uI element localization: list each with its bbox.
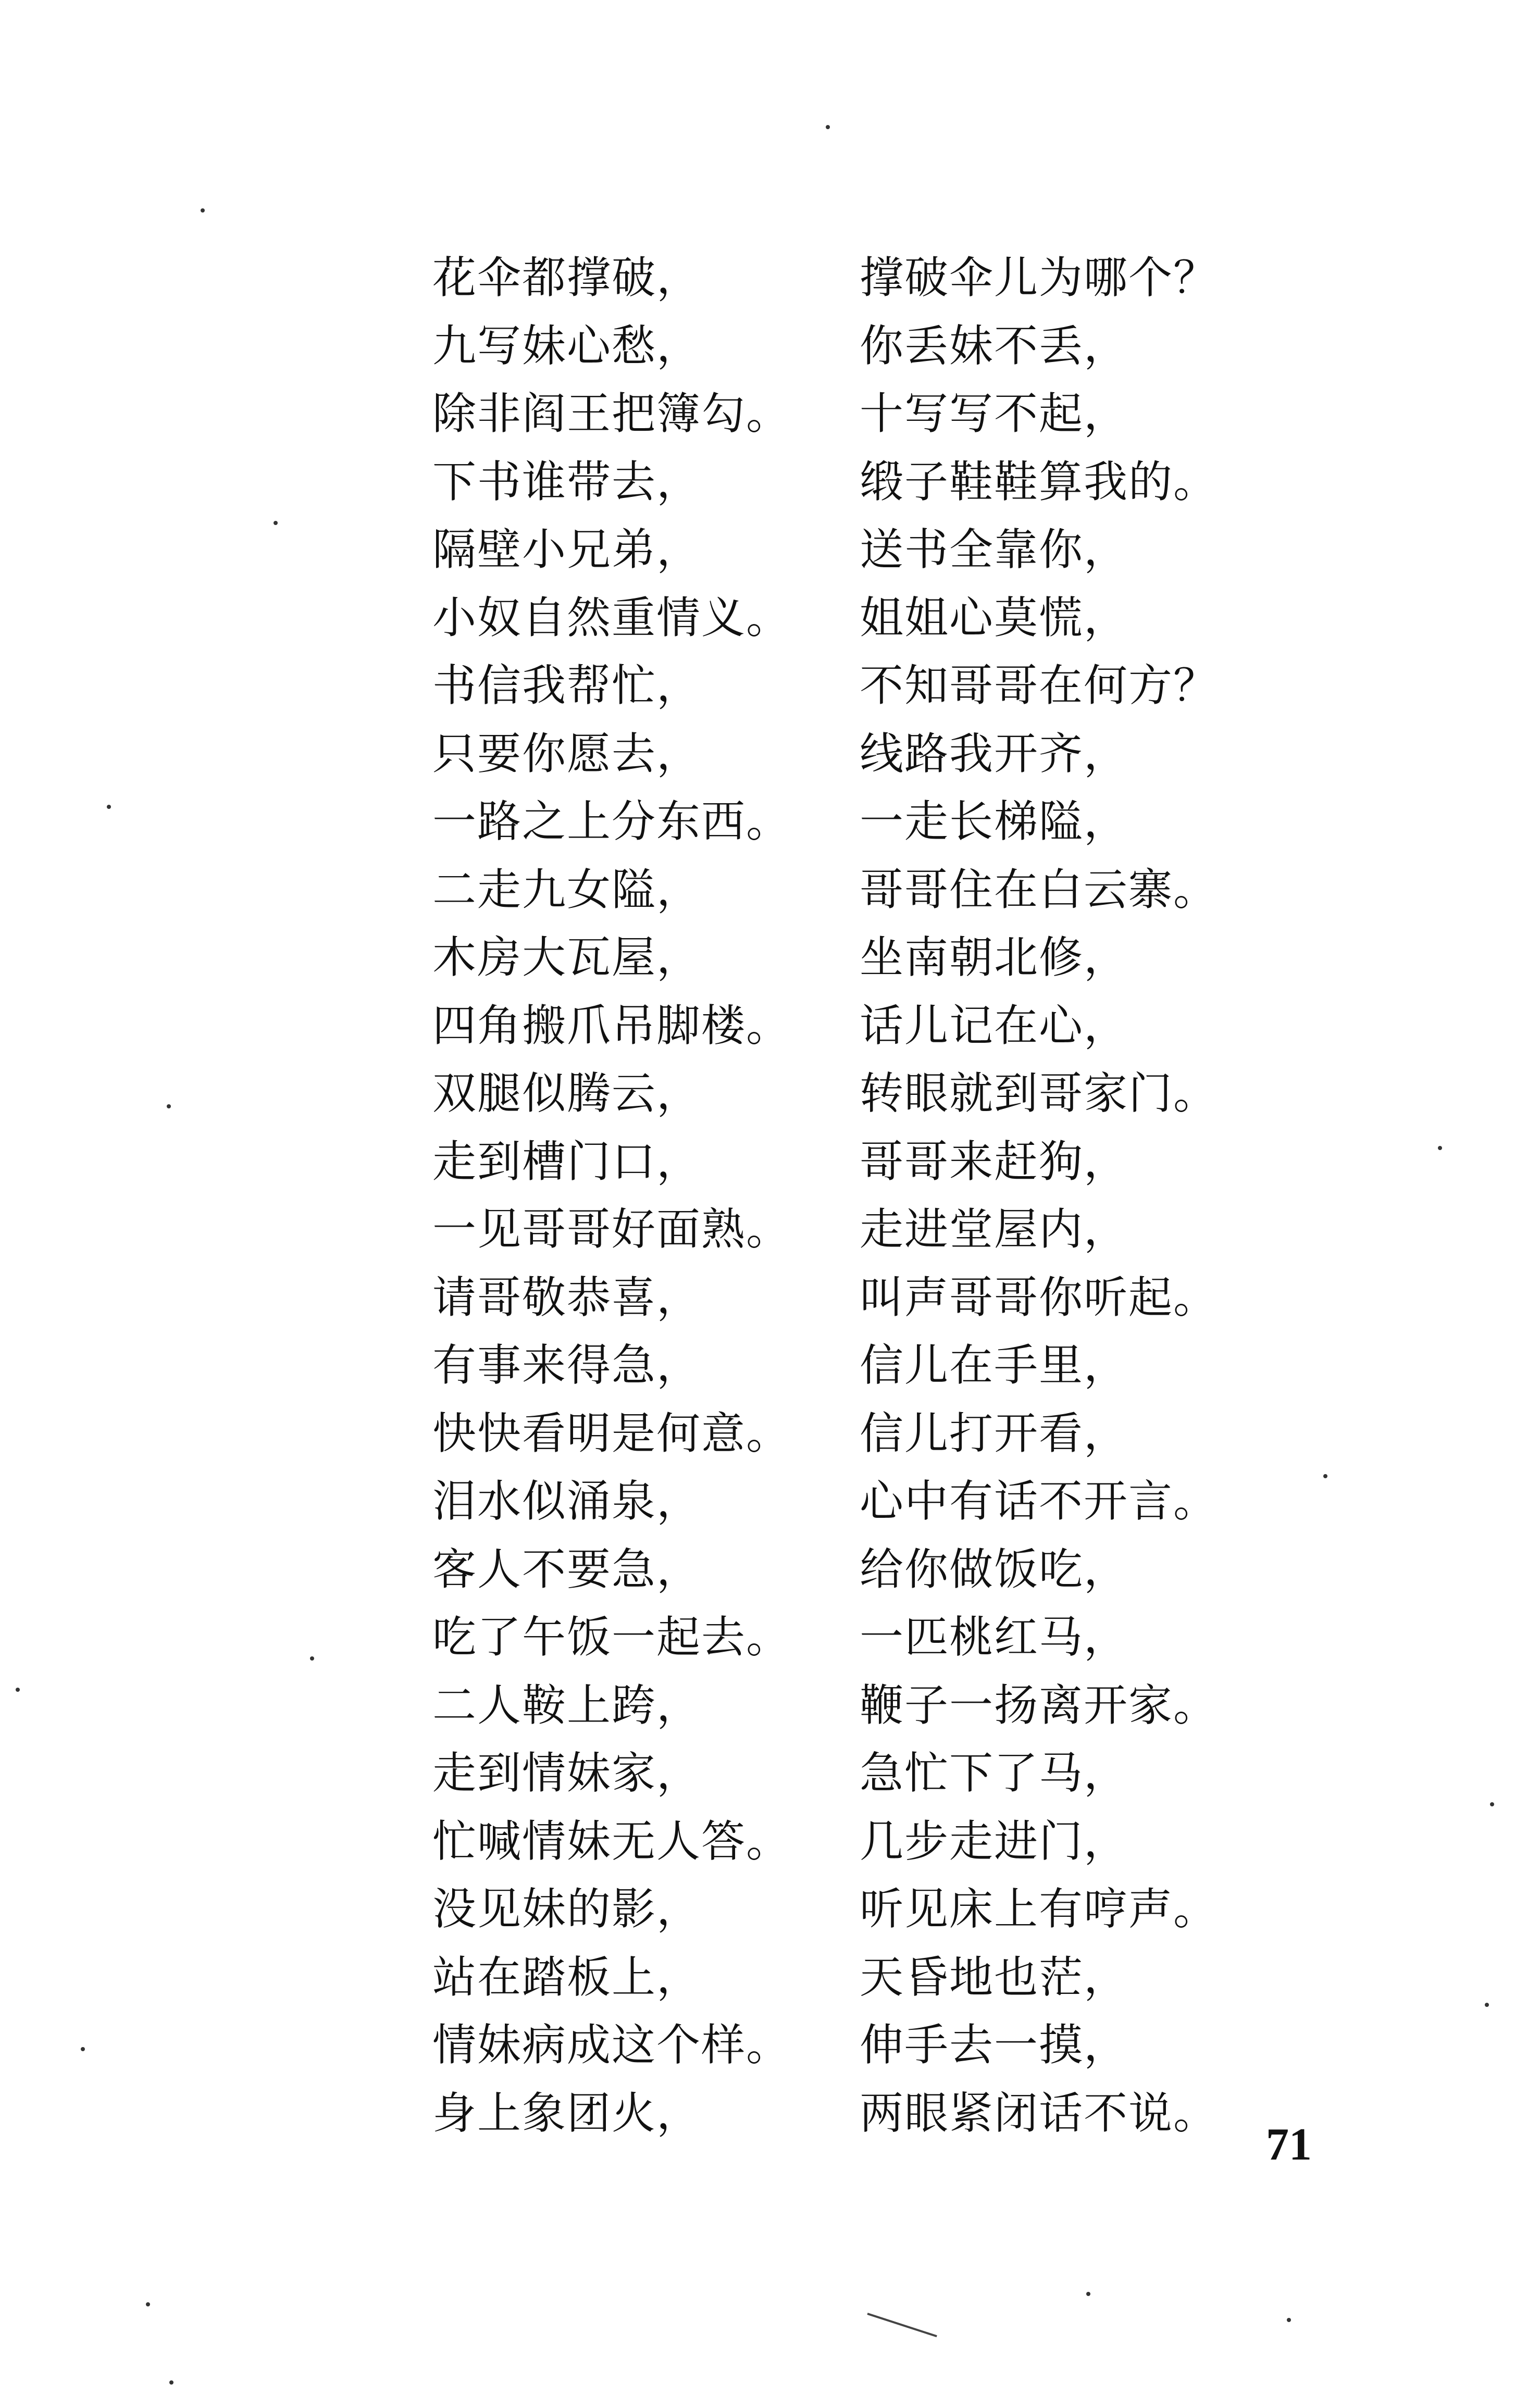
scan-speck — [310, 1656, 314, 1661]
poem-left-line: 四角搬爪吊脚楼。 — [432, 1000, 791, 1051]
scan-speck — [1485, 2003, 1489, 2007]
poem-left-line: 花伞都撑破， — [432, 252, 702, 303]
poem-right-column — [860, 244, 1218, 2147]
poem-left-line: 吃了午饭一起去。 — [432, 1612, 791, 1663]
poem-right-line: 撑破伞儿为哪个？ — [860, 252, 1219, 303]
poem-left-line: 情妹病成这个样。 — [432, 2019, 791, 2070]
scan-speck — [169, 2380, 173, 2385]
poem-left-line: 快快看明是何意。 — [432, 1407, 791, 1459]
poem-left-line: 忙喊情妹无人答。 — [432, 1815, 791, 1867]
poem-right-line: 几步走进门， — [860, 1815, 1129, 1867]
poem-right-line: 信儿在手里， — [860, 1340, 1129, 1391]
scan-speck — [1438, 1146, 1442, 1150]
scan-speck — [1490, 1802, 1494, 1806]
poem-right-line: 两眼紧闭话不说。 — [860, 2087, 1219, 2139]
poem-right-line: 缎子鞋鞋算我的。 — [860, 456, 1219, 507]
poem-right-line: 话儿记在心， — [860, 1000, 1129, 1051]
poem-left-line: 二走九女隘， — [432, 864, 702, 915]
poem-right-line: 一走长梯隘， — [860, 796, 1129, 847]
poem-left-line: 下书谁带去， — [432, 456, 702, 507]
poem-left-line: 隔壁小兄弟， — [432, 524, 702, 575]
poem-right-line: 走进堂屋内， — [860, 1204, 1129, 1255]
page-number: 71 — [1266, 2119, 1312, 2170]
poem-right-line: 你丢妹不丢， — [860, 320, 1129, 371]
scan-speck — [1287, 2318, 1291, 2322]
poem-left-line: 没见妹的影， — [432, 1883, 702, 1935]
poem-right-line: 给你做饭吃， — [860, 1543, 1129, 1595]
scan-speck — [16, 1688, 20, 1692]
poem-left-line: 一见哥哥好面熟。 — [432, 1204, 791, 1255]
poem-left-line: 木房大瓦屋， — [432, 932, 702, 983]
poem-left-line: 身上象团火， — [432, 2087, 702, 2139]
poem-left-line: 书信我帮忙， — [432, 660, 702, 711]
scan-speck — [1086, 2292, 1090, 2296]
poem-left-column — [432, 244, 791, 2147]
poem-right-line: 天昏地也茫， — [860, 1951, 1129, 2003]
poem-left-line: 双腿似腾云， — [432, 1068, 702, 1119]
poem-right-line: 姐姐心莫慌， — [860, 592, 1129, 643]
poem-right-line: 转眼就到哥家门。 — [860, 1068, 1219, 1119]
scan-speck — [201, 208, 205, 213]
poem-right-line: 鞭子一扬离开家。 — [860, 1679, 1219, 1731]
poem-left-line: 一路之上分东西。 — [432, 796, 791, 847]
poem-left-line: 只要你愿去， — [432, 728, 702, 779]
scan-speck — [826, 125, 830, 129]
scan-speck — [107, 805, 111, 809]
poem-left-line: 走到情妹家， — [432, 1748, 702, 1799]
scan-speck — [1323, 1474, 1327, 1478]
poem-left-line: 九写妹心愁， — [432, 320, 702, 371]
poem-right-line: 叫声哥哥你听起。 — [860, 1271, 1219, 1323]
poem-left-line: 站在踏板上， — [432, 1951, 702, 2003]
scan-speck — [274, 521, 278, 525]
poem-right-line: 十写写不起， — [860, 388, 1129, 439]
scan-speck — [167, 1104, 171, 1108]
poem-right-line: 哥哥来赶狗， — [860, 1136, 1129, 1187]
poem-left-line: 泪水似涌泉， — [432, 1476, 702, 1527]
scan-speck — [146, 2302, 150, 2306]
poem-right-line: 哥哥住在白云寨。 — [860, 864, 1219, 915]
poem-left-line: 走到槽门口， — [432, 1136, 702, 1187]
poem-left-line: 除非阎王把簿勾。 — [432, 388, 791, 439]
poem-right-line: 心中有话不开言。 — [860, 1476, 1219, 1527]
poem-right-line: 一匹桃红马， — [860, 1612, 1129, 1663]
poem-left-line: 小奴自然重情义。 — [432, 592, 791, 643]
poem-right-line: 听见床上有哼声。 — [860, 1883, 1219, 1935]
poem-right-line: 坐南朝北修， — [860, 932, 1129, 983]
poem-right-line: 伸手去一摸， — [860, 2019, 1129, 2070]
scan-speck — [81, 2047, 85, 2051]
poem-right-line: 线路我开齐， — [860, 728, 1129, 779]
poem-right-line: 送书全靠你， — [860, 524, 1129, 575]
poem-right-line: 信儿打开看， — [860, 1407, 1129, 1459]
poem-right-line: 急忙下了马， — [860, 1748, 1129, 1799]
poem-left-line: 客人不要急， — [432, 1543, 702, 1595]
poem-right-line: 不知哥哥在何方？ — [860, 660, 1219, 711]
poem-left-line: 二人鞍上跨， — [432, 1679, 702, 1731]
poem-left-line: 有事来得急， — [432, 1340, 702, 1391]
poem-left-line: 请哥敬恭喜， — [432, 1271, 702, 1323]
scan-scratch — [867, 2313, 937, 2337]
